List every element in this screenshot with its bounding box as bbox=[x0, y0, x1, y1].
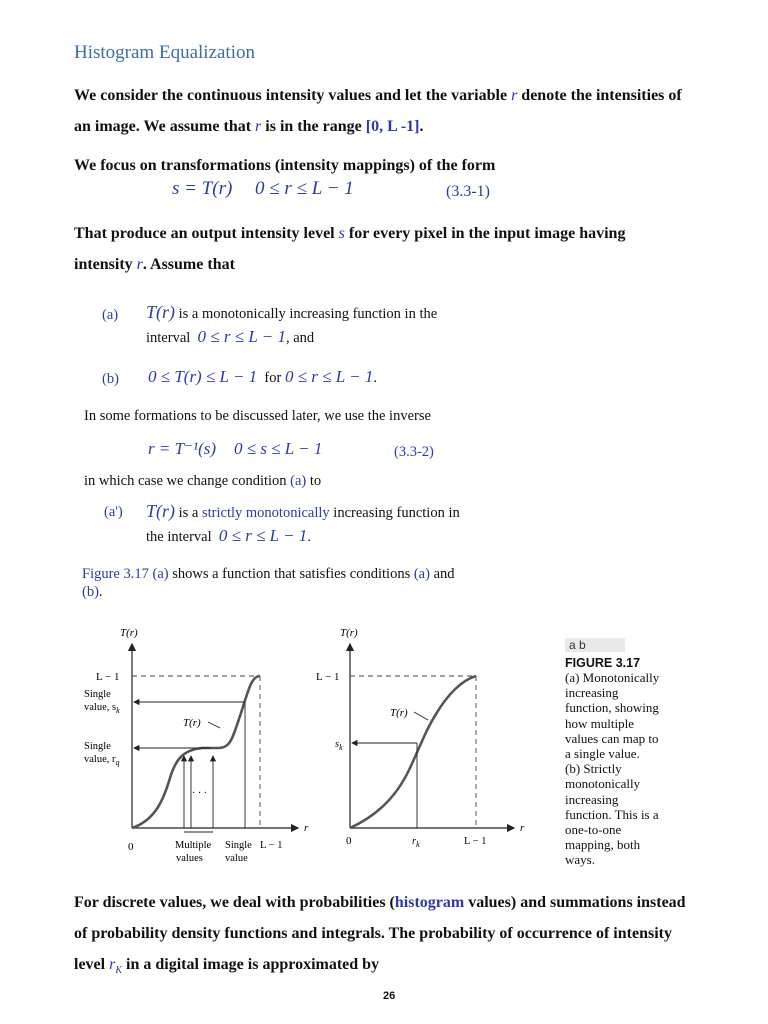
left-x-axis-label: r bbox=[304, 822, 309, 834]
figure-3-17 bbox=[70, 620, 550, 870]
eq1-cond: 0 ≤ r ≤ L − 1 bbox=[255, 178, 354, 199]
text: level bbox=[74, 956, 110, 973]
eq2-cond: 0 ≤ s ≤ L − 1 bbox=[234, 439, 323, 458]
left-lm1: L − 1 bbox=[260, 840, 283, 851]
text: That produce an output intensity level bbox=[74, 225, 339, 242]
text: . bbox=[373, 370, 377, 386]
caption-line: one-to-one bbox=[565, 822, 622, 838]
text: is a monotonically increasing function in the bbox=[175, 306, 438, 322]
caption-line: how multiple bbox=[565, 715, 634, 731]
text: increasing function in bbox=[329, 505, 460, 521]
text: interval bbox=[146, 330, 191, 346]
eq2-lhs: r = T⁻¹(s) bbox=[148, 439, 217, 458]
text: is a bbox=[178, 505, 202, 521]
range: [0, L -1] bbox=[365, 118, 420, 135]
text: is in the range bbox=[261, 118, 366, 135]
var-r: r bbox=[255, 118, 262, 135]
eq1-number: (3.3-1) bbox=[446, 183, 490, 200]
text: (b) bbox=[82, 584, 99, 600]
left-single-q-1: Single bbox=[84, 741, 111, 752]
right-curve bbox=[350, 676, 476, 828]
panel-b bbox=[316, 627, 525, 849]
left-multi-2: values bbox=[176, 853, 203, 864]
right-curve-label: T(r) bbox=[390, 707, 408, 719]
right-curve-label-pointer bbox=[414, 712, 428, 720]
caption-line: a single value. bbox=[565, 746, 640, 762]
page-number: 26 bbox=[383, 990, 396, 1002]
caption-lines bbox=[565, 670, 659, 868]
right-sk-label: $s_k$ bbox=[335, 739, 343, 752]
text: in a digital image is approximated by bbox=[122, 956, 380, 973]
left-dots: · · · bbox=[192, 788, 207, 799]
para4-line1 bbox=[74, 894, 686, 912]
text: for every pixel in the input image having bbox=[344, 225, 626, 242]
cond-a-prime-label: (a') bbox=[104, 504, 123, 520]
left-multi-1: Multiple bbox=[175, 840, 212, 851]
para4-line3 bbox=[74, 956, 379, 976]
para1-line1 bbox=[74, 87, 682, 105]
left-y-axis-label: T(r) bbox=[120, 627, 138, 639]
text: (a) bbox=[152, 566, 169, 582]
var-s: s bbox=[338, 225, 345, 242]
text: . bbox=[419, 118, 424, 135]
caption-line: (b) Strictly bbox=[565, 761, 622, 777]
caption-line: ways. bbox=[565, 852, 595, 868]
cond-a-line1 bbox=[146, 302, 437, 323]
text: Figure 3.17 bbox=[82, 566, 153, 582]
left-single-q-2: value, $r_q$ bbox=[84, 754, 120, 767]
right-top-label: L − 1 bbox=[316, 671, 340, 683]
right-rk-label: $r_k$ bbox=[412, 836, 420, 849]
panel-a bbox=[84, 627, 309, 864]
caption-line: monotonically bbox=[565, 776, 641, 792]
cond-a-prime-line1 bbox=[146, 501, 460, 522]
text: . bbox=[98, 584, 103, 600]
left-single-k-2: value, $s_k$ bbox=[84, 702, 120, 715]
text: We consider the continuous intensity values and let the variable bbox=[74, 87, 512, 104]
para3-line2 bbox=[74, 256, 235, 274]
cond-a-line2 bbox=[146, 327, 314, 347]
cond-b-line bbox=[148, 367, 377, 387]
change-cond bbox=[84, 473, 321, 490]
para3-line1 bbox=[74, 225, 625, 243]
caption-line: function. This is a bbox=[565, 806, 659, 822]
ineq: 0 ≤ T(r) ≤ L − 1 bbox=[148, 367, 258, 386]
inverse-intro: In some formations to be discussed later, we use the inverse bbox=[84, 408, 431, 424]
right-x-axis-label: r bbox=[520, 822, 525, 834]
left-single-k-1: Single bbox=[84, 689, 111, 700]
text: . Assume that bbox=[142, 256, 235, 273]
para1-line2 bbox=[74, 118, 424, 136]
text: shows a function that satisfies conditions bbox=[168, 566, 414, 582]
cond-a-prime-line2 bbox=[146, 526, 311, 546]
text: . bbox=[307, 529, 311, 545]
left-curve-label-pointer bbox=[208, 722, 220, 728]
left-curve-label: T(r) bbox=[183, 717, 201, 729]
figure-ref-line2 bbox=[82, 584, 103, 601]
cond-b-label: (b) bbox=[102, 371, 119, 387]
interval: 0 ≤ r ≤ L − 1 bbox=[197, 327, 286, 346]
text: to bbox=[306, 473, 322, 489]
panel-labels: a b bbox=[565, 638, 625, 652]
caption-line: increasing bbox=[565, 685, 619, 701]
text: and bbox=[429, 566, 455, 582]
ref: (a) bbox=[290, 473, 307, 489]
text: intensity bbox=[74, 256, 137, 273]
section-heading: Histogram Equalization bbox=[74, 42, 255, 63]
right-lm1: L − 1 bbox=[464, 836, 487, 847]
text: values) and summations instead bbox=[464, 894, 686, 911]
var-r: r bbox=[136, 256, 143, 273]
eq1-lhs: s = T(r) bbox=[172, 178, 233, 199]
interval: 0 ≤ r ≤ L − 1 bbox=[218, 526, 308, 545]
left-single-2: value bbox=[225, 853, 248, 864]
text: in which case we change condition bbox=[84, 473, 291, 489]
left-origin: 0 bbox=[128, 841, 134, 853]
right-origin: 0 bbox=[346, 835, 352, 847]
histogram-link[interactable]: histogram bbox=[394, 894, 465, 911]
caption-line: function, showing bbox=[565, 700, 659, 716]
para2: We focus on transformations (intensity mappings) of the form bbox=[74, 157, 496, 174]
left-top-label: L − 1 bbox=[96, 671, 120, 683]
func: T(r) bbox=[146, 501, 176, 521]
eq2-number: (3.3-2) bbox=[394, 444, 434, 460]
text: (a) bbox=[413, 566, 430, 582]
var-r: r bbox=[511, 87, 518, 104]
caption-line: mapping, both bbox=[565, 837, 641, 853]
caption-line: values can map to bbox=[565, 730, 659, 746]
left-single-1: Single bbox=[225, 840, 252, 851]
para4-line2: of probability density functions and integrals. The probability of occurrence of intensity bbox=[74, 925, 672, 942]
figure-caption bbox=[565, 638, 659, 868]
figure-ref-line1 bbox=[82, 566, 455, 583]
strict: strictly monotonically bbox=[202, 505, 330, 521]
cond-a-label: (a) bbox=[102, 307, 119, 323]
text: For discrete values, we deal with probabilities ( bbox=[74, 894, 395, 911]
left-curve bbox=[132, 676, 260, 828]
text: denote the intensities of bbox=[517, 87, 682, 104]
text: an image. We assume that bbox=[74, 118, 256, 135]
text: , and bbox=[285, 330, 315, 346]
interval: 0 ≤ r ≤ L − 1 bbox=[284, 367, 374, 386]
right-y-axis-label: T(r) bbox=[340, 627, 358, 639]
var-rk: $r_K$ bbox=[109, 956, 122, 977]
text: for bbox=[264, 370, 282, 386]
caption-line: (a) Monotonically bbox=[565, 670, 660, 685]
text: the interval bbox=[146, 529, 212, 545]
func: T(r) bbox=[146, 302, 176, 322]
caption-line: increasing bbox=[565, 791, 619, 807]
caption-title: FIGURE 3.17 bbox=[565, 656, 641, 670]
